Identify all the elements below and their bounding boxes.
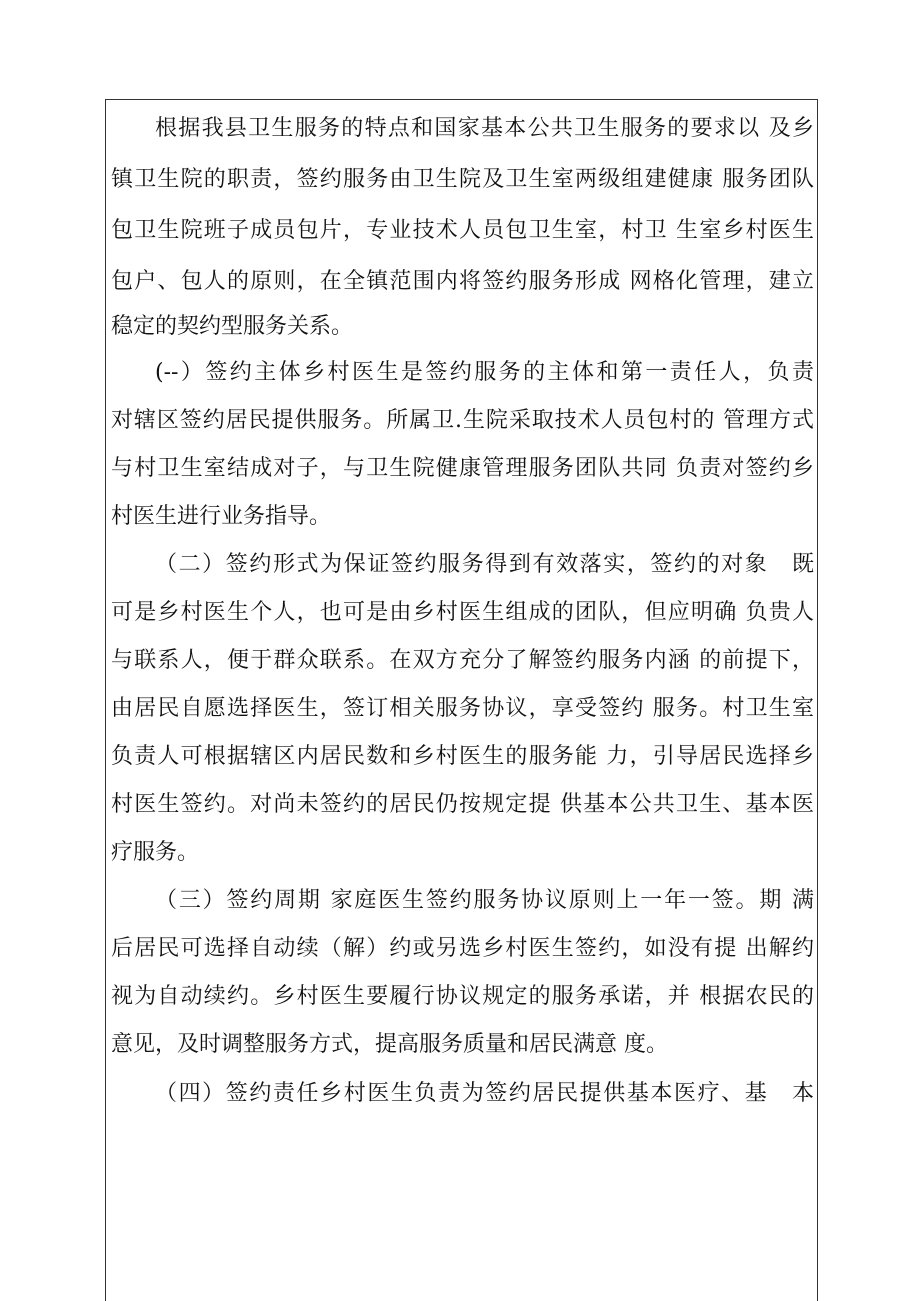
paragraph-3-line-7: 疗服务。 xyxy=(111,840,200,865)
paragraph-1-line-1: 根据我县卫生服务的特点和国家基本公共卫生服务的要求以 及乡 xyxy=(155,116,814,141)
paragraph-3-line-3: 与联系人，便于群众联系。在双方充分了解签约服务内涵 的前提下， xyxy=(111,648,814,673)
paragraph-4-line-3: 视为自动续约。乡村医生要履行协议规定的服务承诺，并 根据农民的 xyxy=(111,984,814,1009)
paragraph-3-line-2: 可是乡村医生个人，也可是由乡村医生组成的团队，但应明确 负贵人 xyxy=(111,600,814,625)
paragraph-1-line-3: 包卫生院班子成员包片，专业技术人员包卫生室，村卫 生室乡村医生 xyxy=(111,218,814,243)
paragraph-4-line-4: 意见，及时调整服务方式，提高服务质量和居民满意 度。 xyxy=(111,1032,668,1057)
paragraph-3-line-6: 村医生签约。对尚未签约的居民仍按规定提 供基本公共卫生、基本医 xyxy=(111,792,814,817)
paragraph-5-line-1: （四）签约责任乡村医生负责为签约居民提供基本医疗、基 本 xyxy=(155,1081,814,1106)
paragraph-1-line-4: 包户、包人的原则，在全镇范围内将签约服务形成 网格化管理，建立 xyxy=(111,269,814,294)
paragraph-2-line-2: 对辖区签约居民提供服务。所属卫.生院采取技术人员包村的 管理方式 xyxy=(111,408,814,433)
paragraph-3-line-1: （二）签约形式为保证签约服务得到有效落实，签约的对象 既 xyxy=(155,552,814,577)
paragraph-1-line-5: 稳定的契约型服务关系。 xyxy=(111,314,354,339)
paragraph-3-line-5: 负责人可根据辖区内居民数和乡村医生的服务能 力，引导居民选择乡 xyxy=(111,744,814,769)
paragraph-2-line-4: 村医生进行业务指导。 xyxy=(111,504,332,529)
paragraph-3-line-4: 由居民自愿选择医生，签订相关服务协议，享受签约 服务。村卫生室 xyxy=(111,696,814,721)
paragraph-2-line-3: 与村卫生室结成对子，与卫生院健康管理服务团队共同 负责对签约乡 xyxy=(111,456,814,481)
paragraph-4-line-2: 后居民可选择自动续（解）约或另选乡村医生签约，如没有提 出解约 xyxy=(111,936,814,961)
paragraph-2-line-1: (--）签约主体乡村医生是签约服务的主体和第一责任人，负责 xyxy=(155,360,814,385)
paragraph-4-line-1: （三）签约周期 家庭医生签约服务协议原则上一年一签。期 满 xyxy=(155,888,814,913)
paragraph-1-line-2: 镇卫生院的职责，签约服务由卫生院及卫生室两级组建健康 服务团队 xyxy=(111,167,814,192)
